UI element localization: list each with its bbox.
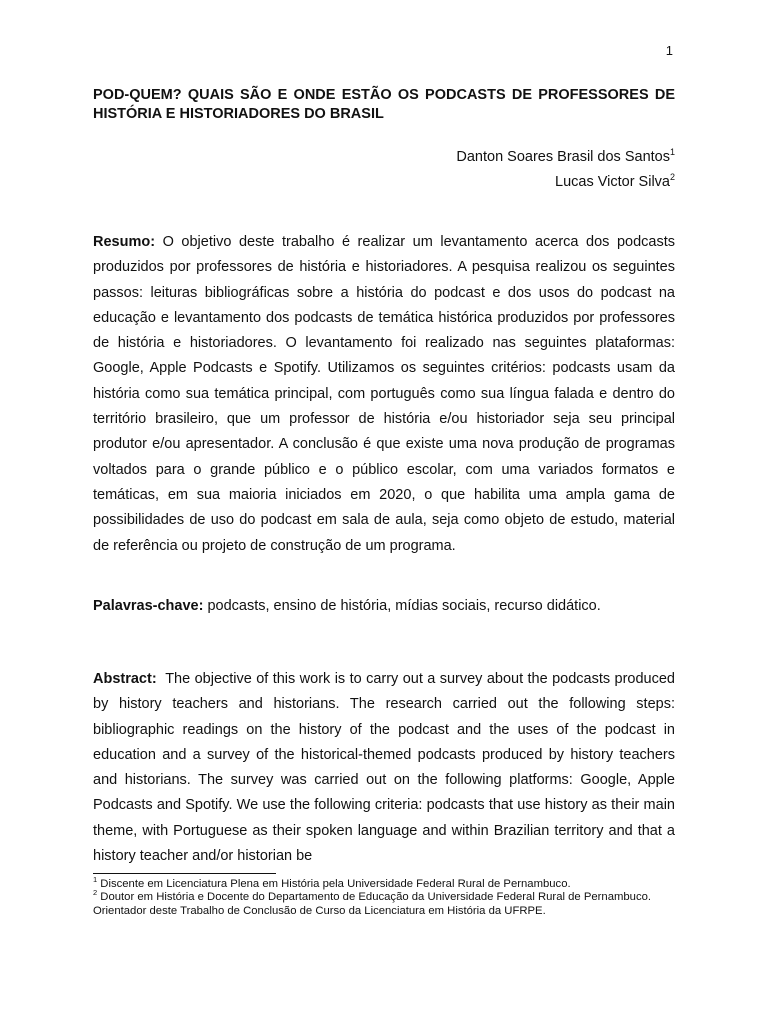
abstract-label: Abstract: xyxy=(93,671,157,687)
footnote-text: Doutor em História e Docente do Departamento de Educação da Universidade Federal Rural de Pernambuco. Orientador deste Trabalho de Conclusão de Curso da Licenciatura em História da UFRPE. xyxy=(93,891,652,917)
footnote-divider xyxy=(93,873,276,874)
keywords-paragraph xyxy=(93,594,675,619)
footnote-marker: 1 xyxy=(669,147,675,158)
footnotes xyxy=(93,875,675,918)
resumo-paragraph xyxy=(93,230,675,559)
resumo-label: Resumo: xyxy=(93,234,156,250)
abstract-text: The objective of this work is to carry out a survey about the podcasts produced by history teachers and historians. The research carried out the following steps: bibliographic readings on the history of the podcast and the uses of the podcast in education and a survey of the historical-themed podcasts produced by history teachers and historians. The survey was carried out on the following platforms: Google, Apple Podcasts and Spotify. We use the following criteria: podcasts that use history as their main theme, with Portuguese as their spoken language and within Brazilian territory and that a history teacher and/or historian be xyxy=(93,671,680,865)
paper-title: POD-QUEM? QUAIS SÃO E ONDE ESTÃO OS PODCASTS DE PROFESSORES DE HISTÓRIA E HISTORIADORES DO BRASIL xyxy=(93,87,675,122)
author-list xyxy=(456,145,675,195)
abstract-paragraph xyxy=(93,667,680,869)
footnote-marker: 2 xyxy=(93,888,98,898)
keywords-text: podcasts, ensino de história, mídias sociais, recurso didático. xyxy=(203,598,601,614)
author-line xyxy=(456,145,675,170)
author-line xyxy=(456,170,675,195)
footnote-text: Discente em Licenciatura Plena em História pela Universidade Federal Rural de Pernambuco. xyxy=(97,878,571,890)
footnote-marker: 1 xyxy=(93,875,98,885)
resumo-text: O objetivo deste trabalho é realizar um levantamento acerca dos podcasts produzidos por professores de história e historiadores. A pesquisa realizou os seguintes passos: leituras bibliográficas sobre a história do podcast e dos usos do podcast na educação e levantamento dos podcasts de temática histórica produzidos por professores de história e historiadores. O levantamento foi realizado nas seguintes plataformas: Google, Apple Podcasts e Spotify. Utilizamos os seguintes critérios: podcasts usam da história como sua temática principal, com português como sua língua falada e dentro do território brasileiro, que um professor de história e/ou historiador seja seu principal produtor e/ou apresentador. A conclusão é que existe uma nova produção de programas voltados para o grande público e o público escolar, com uma variados formatos e temáticas, em sua maioria iniciados em 2020, o que habilita uma ampla gama de possibilidades de uso do podcast em sala de aula, seja como objeto de estudo, material de referência ou projeto de construção de um programa. xyxy=(93,234,675,554)
keywords-label: Palavras-chave: xyxy=(93,598,204,614)
footnote-marker: 2 xyxy=(669,172,675,183)
author-name: Danton Soares Brasil dos Santos xyxy=(456,149,670,165)
page-number: 1 xyxy=(665,43,673,58)
footnote xyxy=(93,888,675,918)
footnote xyxy=(93,875,675,891)
author-name: Lucas Victor Silva xyxy=(555,174,670,190)
